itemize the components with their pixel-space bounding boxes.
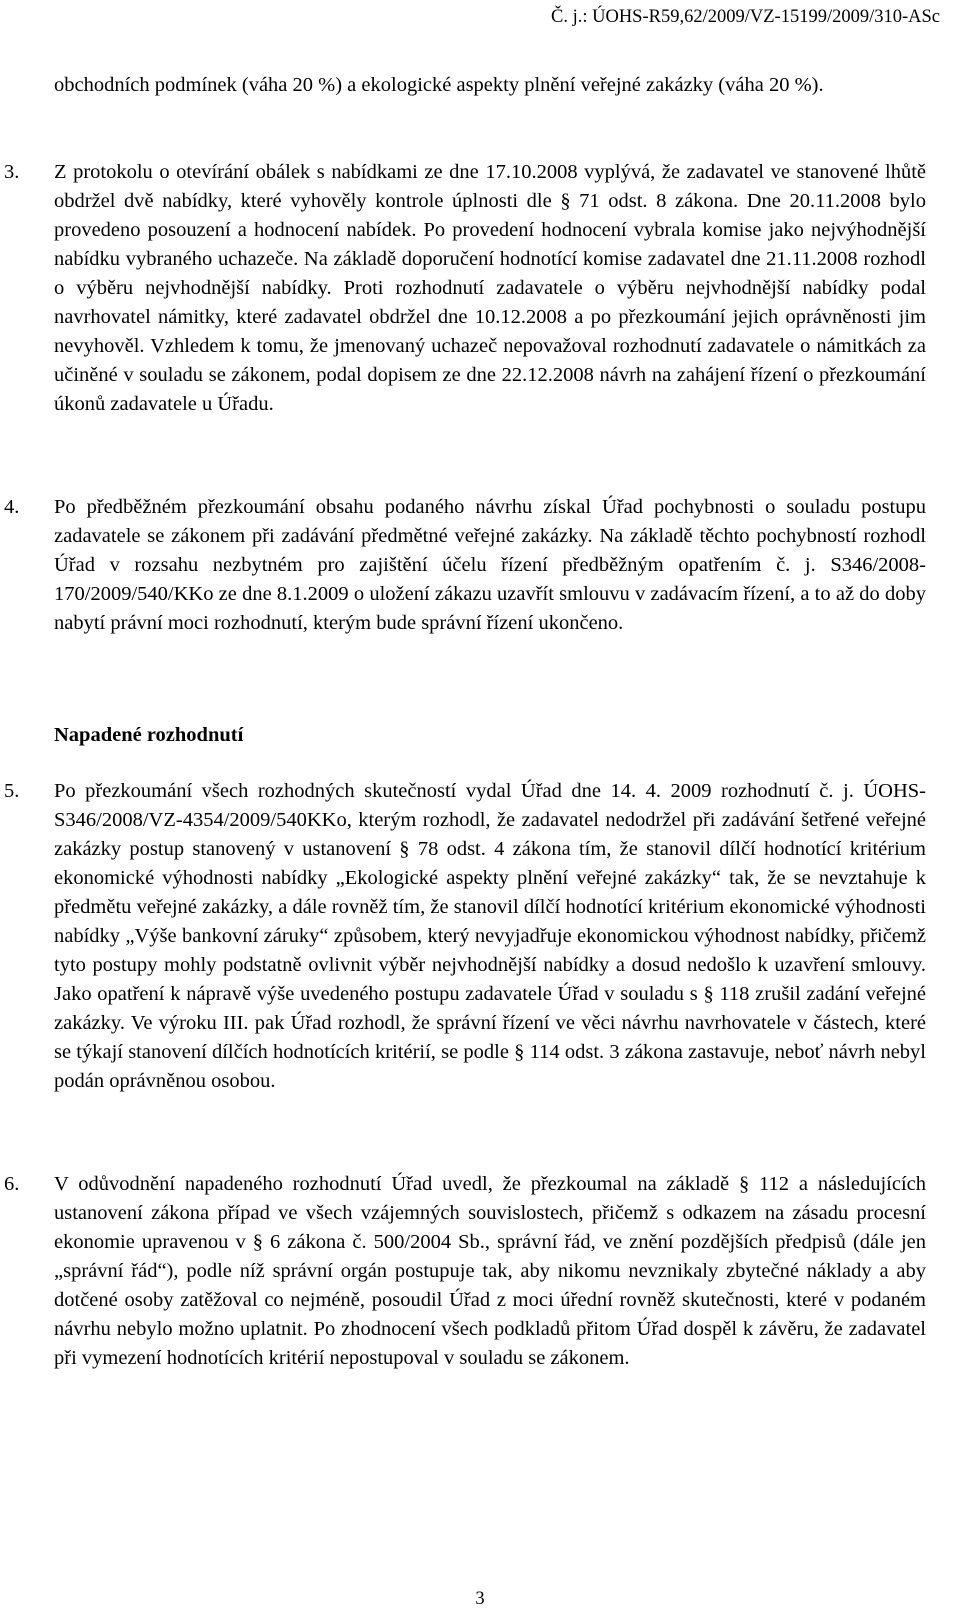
paragraph-number-6: 6. xyxy=(4,1173,20,1195)
paragraph-number-3: 3. xyxy=(4,161,20,183)
paragraph-number-5: 5. xyxy=(4,780,20,802)
paragraph-number-4: 4. xyxy=(4,496,20,518)
section-heading: Napadené rozhodnutí xyxy=(54,724,244,746)
paragraph-5: Po přezkoumání všech rozhodných skutečností vydal Úřad dne 14. 4. 2009 rozhodnutí č. j. ÚOHS-S346/2008/VZ-4354/2009/540KKo, kterým rozhodl, že zadavatel nedodržel při zadávání šetřené veřejné zakázky postup stanovený v ustanovení § 78 odst. 4 zákona tím, že stanovil dílčí hodnotící kritérium ekonomické výhodnosti nabídky „Ekologické aspekty plnění veřejné zakázky“ tak, že se nevztahuje k předmětu veřejné zakázky, a dále rovněž tím, že stanovil dílčí hodnotící kritérium ekonomické výhodnosti nabídky „Výše bankovní záruky“ způsobem, který nevyjadřuje ekonomickou výhodnost nabídky, přičemž tyto postupy mohly podstatně ovlivnit výběr nejvhodnější nabídky a dosud nedošlo k uzavření smlouvy. Jako opatření k nápravě výše uvedeného postupu zadavatele Úřad v souladu s § 118 zrušil zadání veřejné zakázky. Ve výroku III. pak Úřad rozhodl, že správní řízení ve věci návrhu navrhovatele v částech, které se týkají stanovení dílčích hodnotících kritérií, se podle § 114 odst. 3 zákona zastavuje, neboť návrh nebyl podán oprávněnou osobou. xyxy=(54,780,926,1092)
paragraph-6: V odůvodnění napadeného rozhodnutí Úřad uvedl, že přezkoumal na základě § 112 a následujících ustanovení zákona případ ve všech vzájemných souvislostech, přičemž s odkazem na zásadu procesní ekonomie upravenou v § 6 zákona č. 500/2004 Sb., správní řád, ve znění pozdějších předpisů (dále jen „správní řád“), podle níž správní orgán postupuje tak, aby nikomu nevznikaly zbytečné náklady a aby dotčené osoby zatěžoval co nejméně, posoudil Úřad z moci úřední rovněž skutečnosti, které v podaném návrhu nebylo možno uplatnit. Po zhodnocení všech podkladů přitom Úřad dospěl k závěru, že zadavatel při vymezení hodnotících kritérií nepostupoval v souladu se zákonem. xyxy=(54,1173,926,1369)
document-reference: Č. j.: ÚOHS-R59,62/2009/VZ-15199/2009/310-ASc xyxy=(550,7,940,27)
page-number: 3 xyxy=(475,1589,485,1609)
paragraph-3: Z protokolu o otevírání obálek s nabídkami ze dne 17.10.2008 vyplývá, že zadavatel ve stanovené lhůtě obdržel dvě nabídky, které vyhověly kontrole úplnosti dle § 71 odst. 8 zákona. Dne 20.11.2008 bylo provedeno posouzení a hodnocení nabídek. Po provedení hodnocení vybrala komise jako nejvýhodnější nabídku vybraného uchazeče. Na základě doporučení hodnotící komise zadavatel dne 21.11.2008 rozhodl o výběru nejvhodnější nabídky. Proti rozhodnutí zadavatele o výběru nejvhodnější nabídky podal navrhovatel námitky, které zadavatel obdržel dne 10.12.2008 a po přezkoumání jejich oprávněnosti jim nevyhověl. Vzhledem k tomu, že jmenovaný uchazeč nepovažoval rozhodnutí zadavatele o námitkách za učiněné v souladu se zákonem, podal dopisem ze dne 22.12.2008 návrh na zahájení řízení o přezkoumání úkonů zadavatele u Úřadu. xyxy=(54,161,926,415)
continuation-text: obchodních podmínek (váha 20 %) a ekologické aspekty plnění veřejné zakázky (váha 20 %). xyxy=(54,74,824,96)
paragraph-4: Po předběžném přezkoumání obsahu podaného návrhu získal Úřad pochybnosti o souladu postupu zadavatele se zákonem při zadávání předmětné veřejné zakázky. Na základě těchto pochybností rozhodl Úřad v rozsahu nezbytném pro zajištění účelu řízení předběžným opatřením č. j. S346/2008-170/2009/540/KKo ze dne 8.1.2009 o uložení zákazu uzavřít smlouvu v zadávacím řízení, a to až do doby nabytí právní moci rozhodnutí, kterým bude správní řízení ukončeno. xyxy=(54,496,926,634)
